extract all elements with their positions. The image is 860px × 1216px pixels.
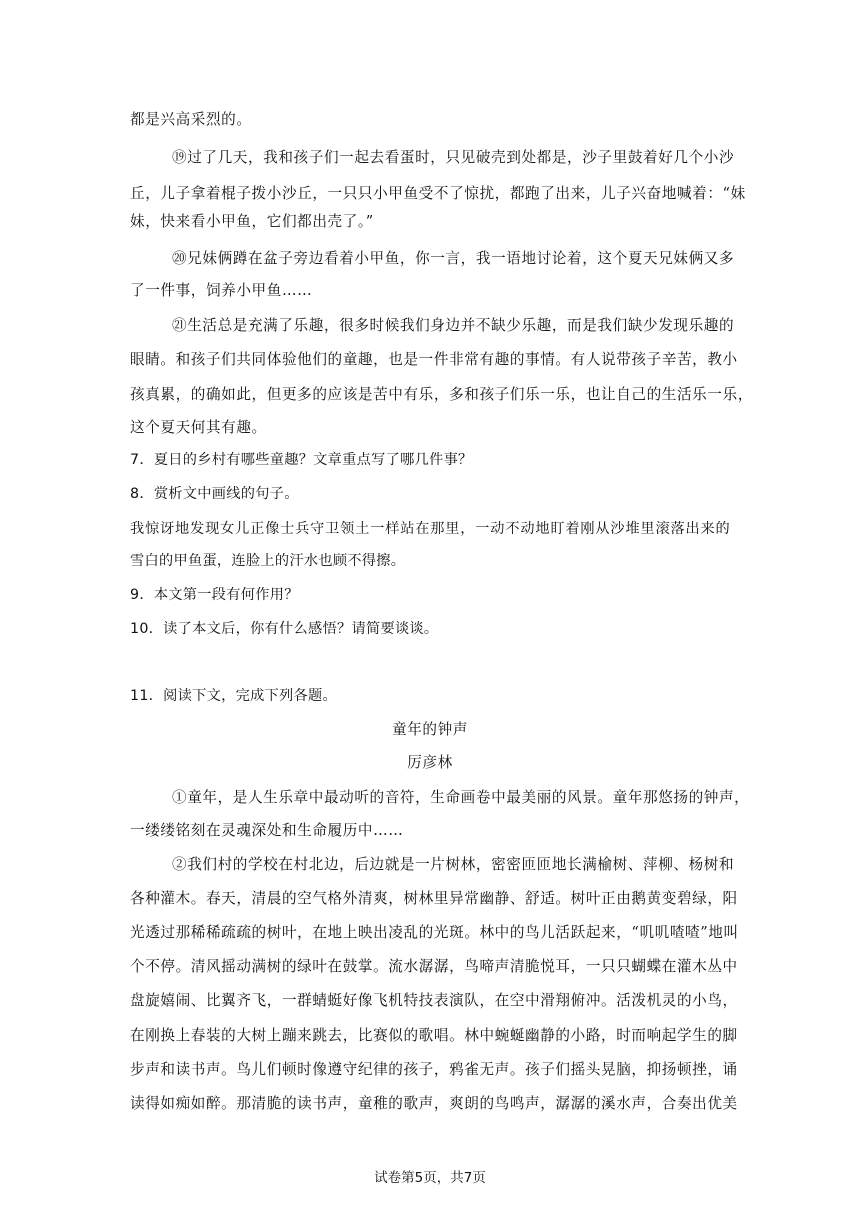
question-11-instruction: 11．阅读下文，完成下列各题。	[130, 688, 337, 704]
paragraph-19-line-1: ⑲过了几天，我和孩子们一起去看蛋时，只见破壳到处都是，沙子里鼓着好几个小沙	[172, 149, 735, 166]
question-10: 10．读了本文后，你有什么感悟？请简要谈谈。	[130, 621, 439, 637]
article-paragraph-2-line-8: 读得如痴如醉。那清脆的读书声，童稚的歌声，爽朗的鸟鸣声，潺潺的溪水声，合奏出优美	[130, 1095, 738, 1112]
article-author: 厉彦林	[407, 754, 453, 771]
paragraph-20-line-1: ⑳兄妹俩蹲在盆子旁边看着小甲鱼，你一言，我一语地讨论着，这个夏天兄妹俩又多	[172, 250, 735, 267]
question-7: 7．夏日的乡村有哪些童趣？文章重点写了哪几件事？	[130, 452, 473, 468]
article-paragraph-2-line-4: 个不停。清风摇动满树的绿叶在鼓掌。流水潺潺，鸟啼声清脆悦耳，一只只蝴蝶在灌木丛中	[130, 958, 738, 975]
question-9: 9．本文第一段有何作用？	[130, 587, 299, 603]
paragraph-21-line-4: 这个夏天何其有趣。	[130, 419, 267, 436]
paragraph-19-line-2: 丘，儿子拿着棍子拨小沙丘，一只只小甲鱼受不了惊扰，都跑了出来，儿子兴奋地喊着：“妹	[130, 185, 746, 202]
paragraph-21-line-1: ㉑生活总是充满了乐趣，很多时候我们身边并不缺少乐趣，而是我们缺少发现乐趣的	[172, 317, 735, 334]
paragraph-21-line-2: 眼睛。和孩子们共同体验他们的童趣，也是一件非常有趣的事情。有人说带孩子辛苦，教小	[130, 351, 738, 368]
question-8-quote-line-1: 我惊讶地发现女儿正像士兵守卫领土一样站在那里，一动不动地盯着刚从沙堆里滚落出来的	[130, 521, 730, 537]
article-paragraph-2-line-5: 盘旋嬉闹、比翼齐飞，一群蜻蜓好像飞机特技表演队，在空中滑翔俯冲。活泼机灵的小鸟，	[130, 992, 738, 1009]
question-8: 8．赏析文中画线的句子。	[130, 486, 299, 502]
paragraph-20-line-2: 了一件事，饲养小甲鱼……	[130, 282, 313, 299]
article-paragraph-2-line-7: 步声和读书声。鸟儿们顿时像遵守纪律的孩子，鸦雀无声。孩子们摇头晃脑，抑扬顿挫，诵	[130, 1061, 738, 1078]
paragraph-18-tail: 都是兴高采烈的。	[130, 111, 252, 128]
article-paragraph-2-line-2: 各种灌木。春天，清晨的空气格外清爽，树林里异常幽静、舒适。树叶正由鹅黄变碧绿，阳	[130, 890, 738, 907]
article-paragraph-1-line-1: ①童年，是人生乐章中最动听的音符，生命画卷中最美丽的风景。童年那悠扬的钟声，	[172, 789, 750, 806]
question-8-quote-line-2: 雪白的甲鱼蛋，连脸上的汗水也顾不得擦。	[130, 553, 406, 569]
paragraph-21-line-3: 孩真累，的确如此，但更多的应该是苦中有乐，多和孩子们乐一乐，也让自己的生活乐一乐，	[130, 386, 753, 403]
page-footer: 试卷第5页，共7页	[374, 1170, 486, 1186]
article-paragraph-2-line-1: ②我们村的学校在村北边，后边就是一片树林，密密匝匝地长满榆树、萍柳、杨树和	[172, 856, 735, 873]
article-paragraph-1-line-2: 一缕缕铭刻在灵魂深处和生命履历中……	[130, 822, 404, 839]
article-title: 童年的钟声	[392, 721, 468, 738]
article-paragraph-2-line-6: 在刚换上春装的大树上蹦来跳去，比赛似的歌唱。林中蜿蜒幽静的小路，时而响起学生的脚	[130, 1027, 738, 1044]
paragraph-19-line-3: 妹，快来看小甲鱼，它们都出壳了。”	[130, 213, 374, 230]
article-paragraph-2-line-3: 光透过那稀稀疏疏的树叶，在地上映出凌乱的光斑。林中的鸟儿活跃起来，“叽叽喳喳”地叫	[130, 924, 739, 941]
